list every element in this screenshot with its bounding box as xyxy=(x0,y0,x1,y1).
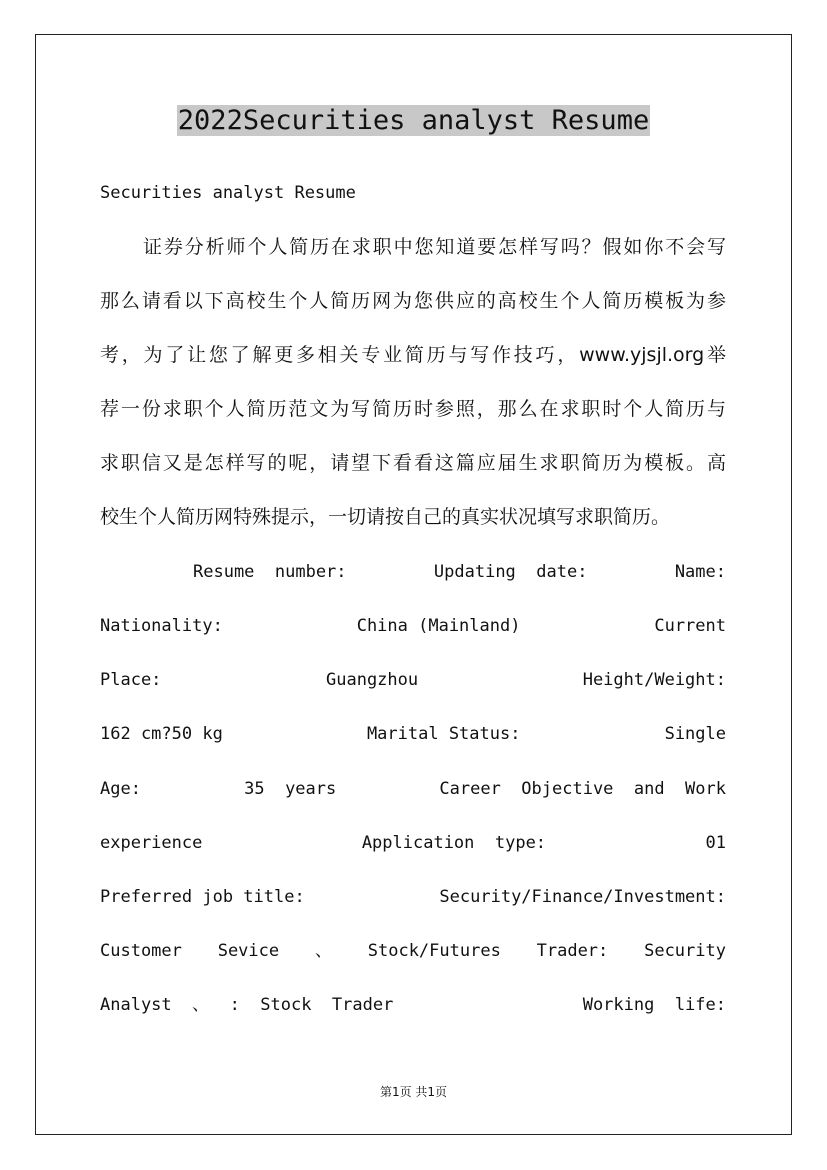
job-word: Customer xyxy=(100,941,182,961)
detail-row xyxy=(100,559,726,585)
preferred-job-title-label: Preferred job title: xyxy=(100,887,305,907)
marital-status-value: Single xyxy=(664,724,726,744)
marital-status-label: Marital Status: xyxy=(366,724,521,744)
nationality-value: China (Mainland) xyxy=(356,616,521,636)
intro-line: 求职信又是怎样写的呢，请望下看看这篇应届生求职简历为模板。高 xyxy=(100,452,726,474)
resume-number-label: Resume number: xyxy=(193,562,347,582)
name-label: Name: xyxy=(674,562,726,582)
job-word: Stock/Futures xyxy=(367,941,501,961)
place-value: Guangzhou xyxy=(326,670,419,690)
detail-row xyxy=(100,613,726,639)
intro-line: 校生个人简历网特殊提示，一切请按自己的真实状况填写求职简历。 xyxy=(100,506,671,528)
career-objective-heading: Career Objective and Work xyxy=(439,779,726,799)
application-type-label: Application type: xyxy=(361,833,547,853)
application-type-value: 01 xyxy=(705,833,726,853)
experience-label: experience xyxy=(100,833,203,853)
detail-row xyxy=(100,721,726,747)
working-life-label: Working life: xyxy=(582,995,726,1015)
preferred-job-category: Security/Finance/Investment: xyxy=(439,887,726,907)
nationality-label: Nationality: xyxy=(100,616,223,636)
document-subtitle: Securities analyst Resume xyxy=(100,183,356,203)
job-word: Trader: xyxy=(536,941,609,961)
page-number-footer: 第1页 共1页 xyxy=(379,1085,448,1099)
intro-line: 考，为了让您了解更多相关专业简历与写作技巧，www.yjsjl.org举 xyxy=(100,344,726,366)
detail-row xyxy=(100,830,726,856)
detail-row xyxy=(100,992,726,1018)
job-word: Security xyxy=(644,941,726,961)
intro-line: 荐一份求职个人简历范文为写简历时参照，那么在求职时个人简历与 xyxy=(100,398,726,420)
height-weight-label: Height/Weight: xyxy=(582,670,726,690)
current-label: Current xyxy=(654,616,726,636)
document-title: 2022Securities analyst Resume xyxy=(177,105,650,136)
age-value: 35 years xyxy=(244,779,337,799)
detail-row xyxy=(100,776,726,802)
height-weight-value: 162 cm?50 kg xyxy=(100,724,223,744)
updating-date-label: Updating date: xyxy=(433,562,588,582)
job-word: Sevice xyxy=(217,941,280,961)
place-label: Place: xyxy=(100,670,162,690)
job-titles-continued: Analyst 、 : Stock Trader xyxy=(100,995,394,1015)
intro-line: 那么请看以下高校生个人简历网为您供应的高校生个人简历模板为参 xyxy=(100,290,726,312)
detail-row xyxy=(100,667,726,693)
detail-row xyxy=(100,938,726,964)
intro-line: 证券分析师个人简历在求职中您知道要怎样写吗？假如你不会写 xyxy=(143,236,726,258)
job-separator: 、 xyxy=(314,941,332,961)
age-label: Age: xyxy=(100,779,141,799)
detail-row xyxy=(100,884,726,910)
